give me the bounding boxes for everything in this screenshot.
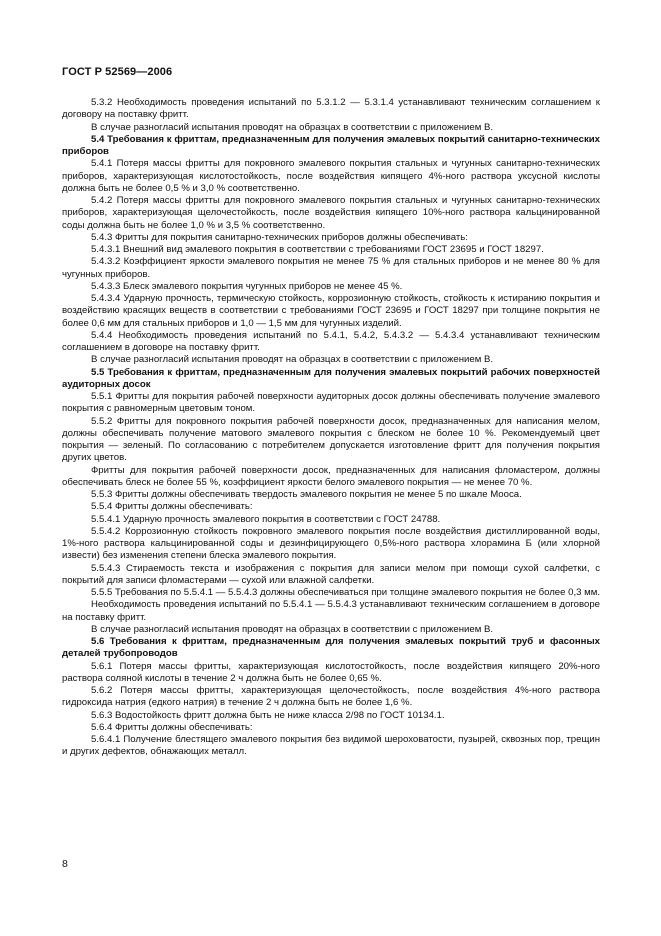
section-heading: 5.4 Требования к фриттам, предназначенным для получения эмалевых покрытий санитарно-технических приборов xyxy=(62,133,600,157)
document-body xyxy=(62,97,600,759)
paragraph: 5.5.5 Требования по 5.5.4.1 — 5.5.4.3 должны обеспечиваться при толщине эмалевого покрытия не более 0,3 мм. xyxy=(91,587,600,598)
paragraph: 5.5.3 Фритты должны обеспечивать твердость эмалевого покрытия не менее 5 по шкале Мооса. xyxy=(91,489,522,500)
page-number: 8 xyxy=(62,858,68,870)
paragraph: 5.4.3.4 Ударную прочность, термическую стойкость, коррозионную стойкость, стойкость к истиранию покрытия и воздействию красящих веществ в соответствии с требованиями ГОСТ 23695 и ГОСТ 18297 при толщине покрытия не более 0,6 мм для стальных приборов и 1,0 — 1,5 мм для чугунных изделий. xyxy=(62,293,600,329)
paragraph: 5.6.1 Потеря массы фритты, характеризующая кислотостойкость, после воздействия кипящего 20%-ного раствора соляной кислоты в течение 2 ч должна быть не более 0,65 %. xyxy=(62,660,600,684)
paragraph: 5.5.4.3 Стираемость текста и изображения с покрытия для записи мелом при помощи сухой салфетки, с покрытий для записи фломастерами — сухой или влажной салфетки. xyxy=(62,562,600,586)
paragraph: 5.4.3.3 Блеск эмалевого покрытия чугунных приборов не менее 45 %. xyxy=(91,280,403,292)
paragraph: 5.6.2 Потеря массы фритты, характеризующая щелочестойкость, после воздействия 4%-ного раствора гидроксида натрия (едкого натрия) в течение 2 ч должна быть не более 1,6 %. xyxy=(62,685,600,709)
paragraph: 5.6.4 Фритты должны обеспечивать: xyxy=(91,721,253,733)
paragraph: 5.4.1 Потеря массы фритты для покровного эмалевого покрытия стальных и чугунных санитарно-технических приборов, характеризующая кислотостойкость, после воздействия кипящего 4%-ного раствора уксусной кислоты должна быть не более 0,5 % и 3,0 % соответственно. xyxy=(62,158,600,194)
paragraph: 5.5.2 Фритты для покровного покрытия рабочей поверхности досок, предназначенных для написания мелом, должны обеспечивать получение матового эмалевого покрытия с блеском не более 10 %. Рекомендуемый цвет покрытия — зеленый. По согласованию с потребителем допускается изготовление фритт для получения покрытия других цветов. xyxy=(62,415,600,464)
paragraph: В случае разногласий испытания проводят на образцах в соответствии с приложением В. xyxy=(91,623,494,635)
paragraph: 5.4.3 Фритты для покрытия санитарно-технических приборов должны обеспечивать: xyxy=(91,231,468,243)
section-heading: 5.5 Требования к фриттам, предназначенным для получения эмалевых покрытий рабочих поверхностей аудиторных досок xyxy=(62,366,600,390)
paragraph: 5.6.3 Водостойкость фритт должна быть не ниже класса 2/98 по ГОСТ 10134.1. xyxy=(91,709,445,721)
paragraph: 5.5.4 Фритты должны обеспечивать: xyxy=(91,501,253,513)
paragraph: 5.3.2 Необходимость проведения испытаний по 5.3.1.2 — 5.3.1.4 устанавливают техническим соглашением к договору на поставку фритт. xyxy=(62,97,600,121)
paragraph: В случае разногласий испытания проводят на образцах в соответствии с приложением В. xyxy=(91,121,494,133)
paragraph: Необходимость проведения испытаний по 5.5.4.1 — 5.5.4.3 устанавливают техническим соглашением в договоре на поставку фритт. xyxy=(62,599,600,623)
paragraph: 5.6.4.1 Получение блестящего эмалевого покрытия без видимой шероховатости, пузырей, сквозных пор, трещин и других дефектов, обнажающих металл. xyxy=(62,734,600,758)
paragraph: 5.4.3.1 Внешний вид эмалевого покрытия в соответствии с требованиями ГОСТ 23695 и ГОСТ 18297. xyxy=(91,244,544,255)
paragraph: 5.5.1 Фритты для покрытия рабочей поверхности аудиторных досок должны обеспечивать получение эмалевого покрытия с равномерным цветовым тоном. xyxy=(62,391,600,415)
paragraph: 5.4.2 Потеря массы фритты для покровного эмалевого покрытия стальных и чугунных санитарно-технических приборов, характеризующая щелочестойкость, после воздействия кипящего 10%-ного раствора кальцинированной соды должна быть не более 1,0 % и 3,5 % соответственно. xyxy=(62,195,600,231)
paragraph: Фритты для покрытия рабочей поверхности досок, предназначенных для написания фломастером, должны обеспечивать блеск не более 55 %, коэффициент яркости белого эмалевого покрытия — не менее 70 %. xyxy=(62,464,600,488)
section-heading: 5.6 Требования к фриттам, предназначенным для получения эмалевых покрытий труб и фасонных деталей трубопроводов xyxy=(62,636,600,660)
paragraph: В случае разногласий испытания проводят на образцах в соответствии с приложением В. xyxy=(91,354,494,366)
document-header: ГОСТ Р 52569—2006 xyxy=(62,66,173,78)
paragraph: 5.5.4.1 Ударную прочность эмалевого покрытия в соответствии с ГОСТ 24788. xyxy=(91,513,441,525)
paragraph: 5.4.3.2 Коэффициент яркости эмалевого покрытия не менее 75 % для стальных приборов и не менее 80 % для чугунных приборов. xyxy=(62,256,600,280)
paragraph: 5.5.4.2 Коррозионную стойкость покровного эмалевого покрытия после воздействия дистиллированной воды, 1%-ного раствора кальцинированной соды и дезинфицирующего 0,5%-ного раствора хлорамина Б (или хлорной извести) без изменения степени блеска эмалевого покрытия. xyxy=(62,525,600,562)
paragraph: 5.4.4 Необходимость проведения испытаний по 5.4.1, 5.4.2, 5.4.3.2 — 5.4.3.4 устанавливают техническим соглашением в договоре на поставку фритт. xyxy=(62,329,600,353)
